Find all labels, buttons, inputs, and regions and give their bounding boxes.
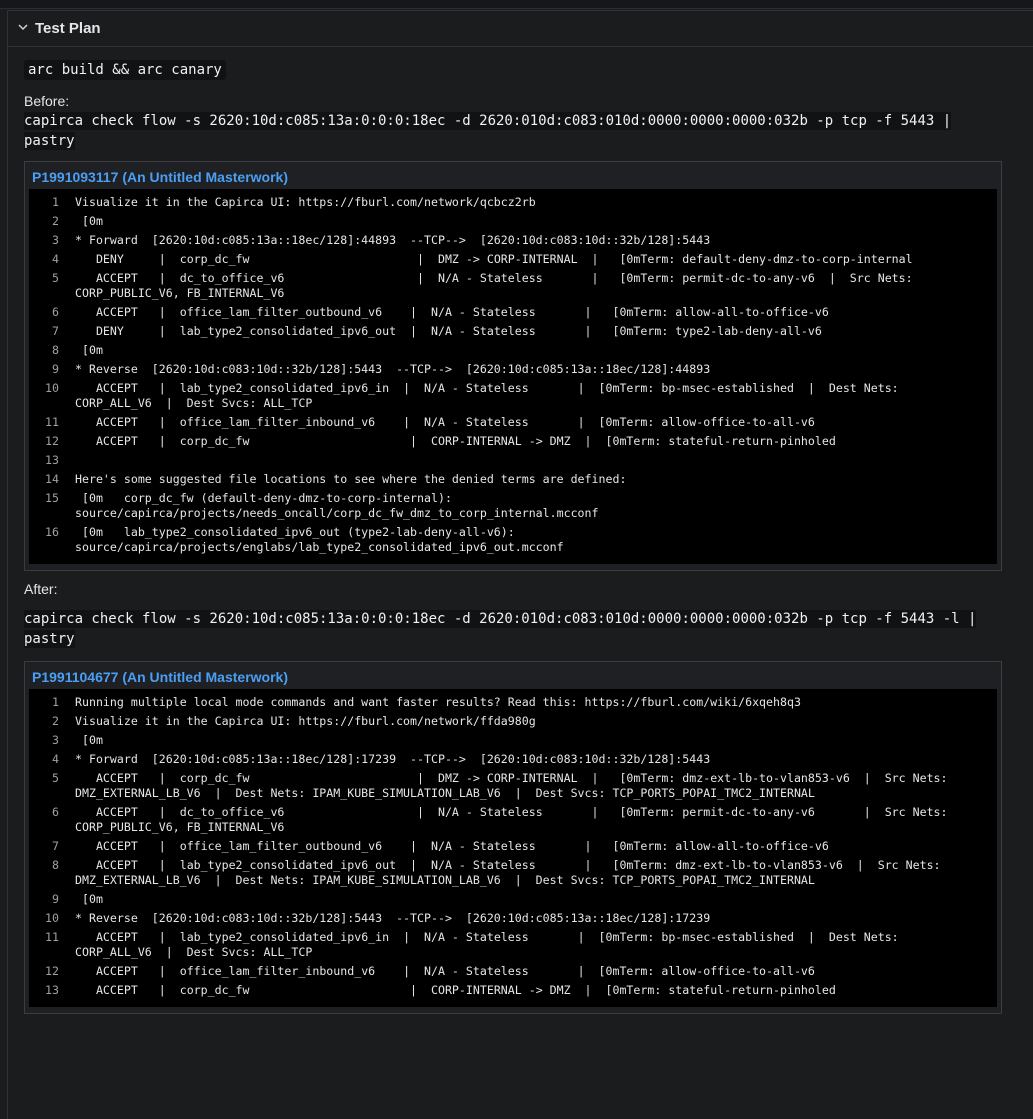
after-label: After: (24, 581, 58, 597)
line-number: 11 (45, 415, 59, 429)
line-number: 3 (52, 233, 59, 247)
line-number: 9 (52, 362, 59, 376)
line-text: [0m lab_type2_consolidated_ipv6_out (type2-lab-deny-all-v6): source/capirca/projects/englabs/lab_type2_consolidated_ipv6_out.mcconf (75, 525, 564, 554)
line-text: DENY | lab_type2_consolidated_ipv6_out | N/A - Stateless | [0mTerm: type2-lab-deny-all-v6 (75, 324, 822, 338)
code-line (29, 362, 997, 377)
line-number: 10 (45, 381, 59, 395)
line-number: 12 (45, 964, 59, 978)
test-plan-panel (7, 10, 1033, 1119)
line-number: 13 (45, 983, 59, 997)
code-line (29, 434, 997, 449)
chevron-down-icon[interactable] (18, 22, 28, 32)
code-line (29, 892, 997, 907)
before-code-block (29, 189, 997, 564)
line-number: 4 (52, 752, 59, 766)
line-text: [0m (75, 892, 103, 906)
line-number: 15 (45, 491, 59, 505)
line-text: [0m corp_dc_fw (default-deny-dmz-to-corp-internal): source/capirca/projects/needs_oncall/corp_dc_fw_dmz_to_corp_internal.mcconf (75, 491, 599, 520)
code-line (29, 271, 997, 301)
code-line (29, 415, 997, 430)
line-text: ACCEPT | dc_to_office_v6 | N/A - Stateless | [0mTerm: permit-dc-to-any-v6 | Src Nets: CORP_PUBLIC_V6, FB_INTERNAL_V6 (75, 271, 920, 300)
line-text: ACCEPT | office_lam_filter_outbound_v6 | N/A - Stateless | [0mTerm: allow-all-to-office-v6 (75, 305, 829, 319)
line-number: 2 (52, 714, 59, 728)
line-number: 6 (52, 305, 59, 319)
line-text: [0m (75, 733, 103, 747)
line-number: 5 (52, 271, 59, 285)
line-text: ACCEPT | office_lam_filter_outbound_v6 | N/A - Stateless | [0mTerm: allow-all-to-office-v6 (75, 839, 829, 853)
line-text: * Forward [2620:10d:c085:13a::18ec/128]:44893 --TCP--> [2620:10d:c083:10d::32b/128]:5443 (75, 233, 711, 247)
line-number: 10 (45, 911, 59, 925)
code-line (29, 324, 997, 339)
line-number: 11 (45, 930, 59, 944)
line-text: * Reverse [2620:10d:c083:10d::32b/128]:5443 --TCP--> [2620:10d:c085:13a::18ec/128]:17239 (75, 911, 711, 925)
after-paste-link[interactable]: P1991104677 (An Untitled Masterwork) (32, 669, 288, 685)
line-text: ACCEPT | corp_dc_fw | CORP-INTERNAL -> DMZ | [0mTerm: stateful-return-pinholed (75, 434, 836, 448)
line-number: 4 (52, 252, 59, 266)
line-number: 5 (52, 771, 59, 785)
line-number: 13 (45, 453, 59, 467)
top-bar (0, 0, 1033, 9)
line-text: ACCEPT | dc_to_office_v6 | N/A - Stateless | [0mTerm: permit-dc-to-any-v6 | Src Nets: CORP_PUBLIC_V6, FB_INTERNAL_V6 (75, 805, 955, 834)
line-text: ACCEPT | corp_dc_fw | DMZ -> CORP-INTERNAL | [0mTerm: dmz-ext-lb-to-vlan853-v6 | Src Nets: DMZ_EXTERNAL_LB_V6 | Dest Nets: IPAM_KUBE_SIMULATION_LAB_V6 | Dest Svcs: TCP_PORTS_POPAI_TMC2_INTERNAL (75, 771, 955, 800)
line-text: ACCEPT | lab_type2_consolidated_ipv6_in | N/A - Stateless | [0mTerm: bp-msec-established | Dest Nets: CORP_ALL_V6 | Dest Svcs: ALL_TCP (75, 930, 906, 959)
code-line (29, 858, 997, 888)
line-number: 6 (52, 805, 59, 819)
line-text: Visualize it in the Capirca UI: https://fburl.com/network/ffda980g (75, 714, 536, 728)
panel-title: Test Plan (35, 20, 101, 37)
code-line (29, 453, 997, 468)
after-command-text: capirca check flow -s 2620:10d:c085:13a:0:0:0:18ec -d 2620:010d:c083:010d:0000:0000:0000:032b -p tcp -f 5443 -l | pastry (24, 611, 977, 647)
line-number: 1 (52, 195, 59, 209)
code-line (29, 714, 997, 729)
before-label: Before: (24, 93, 70, 109)
line-text: * Reverse [2620:10d:c083:10d::32b/128]:5443 --TCP--> [2620:10d:c085:13a::18ec/128]:44893 (75, 362, 711, 376)
code-line (29, 983, 997, 998)
after-code-block (29, 689, 997, 1007)
line-text: Here's some suggested file locations to see where the denied terms are defined: (75, 472, 627, 486)
line-number: 9 (52, 892, 59, 906)
code-line (29, 195, 997, 210)
after-command (24, 609, 999, 649)
code-line (29, 305, 997, 320)
code-line (29, 771, 997, 801)
code-line (29, 695, 997, 710)
line-text: ACCEPT | lab_type2_consolidated_ipv6_out | N/A - Stateless | [0mTerm: dmz-ext-lb-to-vlan853-v6 | Src Nets: DMZ_EXTERNAL_LB_V6 | Dest Nets: IPAM_KUBE_SIMULATION_LAB_V6 | Dest Svcs: TCP_PORTS_POPAI_TMC2_INTERNAL (75, 858, 948, 887)
before-paste (24, 161, 1002, 571)
code-line (29, 752, 997, 767)
code-line (29, 343, 997, 358)
line-number: 8 (52, 343, 59, 357)
line-text: [0m (75, 343, 103, 357)
line-number: 2 (52, 214, 59, 228)
code-line (29, 252, 997, 267)
line-text: Visualize it in the Capirca UI: https://fburl.com/network/qcbcz2rb (75, 195, 536, 209)
code-line (29, 525, 997, 555)
code-line (29, 839, 997, 854)
line-number: 7 (52, 324, 59, 338)
test-plan-header[interactable] (8, 11, 1033, 47)
before-paste-link[interactable]: P1991093117 (An Untitled Masterwork) (32, 169, 288, 185)
line-text: ACCEPT | corp_dc_fw | CORP-INTERNAL -> DMZ | [0mTerm: stateful-return-pinholed (75, 983, 836, 997)
after-paste (24, 661, 1002, 1014)
code-line (29, 805, 997, 835)
before-command (24, 111, 999, 151)
build-command: arc build && arc canary (24, 60, 226, 80)
line-number: 12 (45, 434, 59, 448)
code-line (29, 381, 997, 411)
before-command-text: capirca check flow -s 2620:10d:c085:13a:0:0:0:18ec -d 2620:010d:c083:010d:0000:0000:0000:032b -p tcp -f 5443 | pastry (24, 113, 952, 149)
code-line (29, 472, 997, 487)
code-line (29, 233, 997, 248)
code-line (29, 491, 997, 521)
test-plan-content (8, 47, 1033, 1014)
code-line (29, 214, 997, 229)
line-number: 1 (52, 695, 59, 709)
line-text: ACCEPT | lab_type2_consolidated_ipv6_in | N/A - Stateless | [0mTerm: bp-msec-established | Dest Nets: CORP_ALL_V6 | Dest Svcs: ALL_TCP (75, 381, 906, 410)
line-text: ACCEPT | office_lam_filter_inbound_v6 | N/A - Stateless | [0mTerm: allow-office-to-all-v6 (75, 964, 815, 978)
line-text: DENY | corp_dc_fw | DMZ -> CORP-INTERNAL | [0mTerm: default-deny-dmz-to-corp-internal (75, 252, 913, 266)
code-line (29, 964, 997, 979)
code-line (29, 930, 997, 960)
line-text: Running multiple local mode commands and want faster results? Read this: https://fburl.com/wiki/6xqeh8q3 (75, 695, 801, 709)
line-number: 7 (52, 839, 59, 853)
line-text: ACCEPT | office_lam_filter_inbound_v6 | N/A - Stateless | [0mTerm: allow-office-to-all-v6 (75, 415, 815, 429)
line-number: 3 (52, 733, 59, 747)
line-number: 8 (52, 858, 59, 872)
code-line (29, 733, 997, 748)
line-text: [0m (75, 214, 103, 228)
line-number: 14 (45, 472, 59, 486)
line-text: * Forward [2620:10d:c085:13a::18ec/128]:17239 --TCP--> [2620:10d:c083:10d::32b/128]:5443 (75, 752, 711, 766)
line-number: 16 (45, 525, 59, 539)
code-line (29, 911, 997, 926)
